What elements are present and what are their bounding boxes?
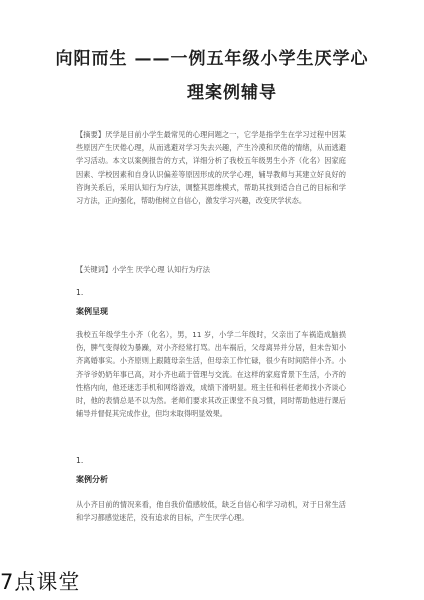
- document-title-line1: 向阳而生 ——一例五年级小学生厌学心: [55, 49, 369, 69]
- footer-caption: 7点课堂: [0, 570, 81, 594]
- section-heading-case-presentation: 案例呈现: [76, 307, 108, 316]
- case-presentation-paragraph: 我校五年级学生小齐（化名），男，11 岁，小学二年级时，父亲出了车祸造成脑损伤，脾气变得较为暴躁，对小齐经常打骂。出车祸后，父母离异并分居，但未告知小齐离婚事实。小齐原则上跟随母亲生活，但母亲工作忙碌，很少有时间陪伴小齐。小齐爷爷奶奶年事已高，对小齐也疏于管理与交流。在这样的家庭背景下生活，小齐的性格内向，他还迷恋手机和网络游戏，成绩下滑明显。班主任和科任老师找小齐谈心时，他的表情总是不以为然。老师们要求其改正课堂不良习惯，同时帮助他进行课后辅导并督促其完成作业，但均未取得明显效果。: [76, 330, 346, 419]
- section-number: 1.: [76, 288, 84, 297]
- abstract-paragraph: 【摘要】厌学是目前小学生最常见的心理问题之一，它学是指学生在学习过程中因某些原因产生厌倦心理，从而逃避对学习失去兴趣，产生冷漠和厌倦的情绪，从而逃避学习活动。本文以案例报告的方式，详细分析了我校五年级男生小齐（化名）因家庭因素、学校因素和自身认识偏差等原因形成的厌学心理，辅导教师与其建立好良好的咨询关系后，采用认知行为疗法，调整其思维模式，帮助其找到适合自己的目标和学习方法，正向强化，帮助他树立自信心，激发学习兴趣，改变厌学状态。: [76, 130, 346, 206]
- keywords-line: 【关键词】小学生 厌学心理 认知行为疗法: [76, 265, 210, 274]
- section-number: 1.: [76, 456, 84, 465]
- case-analysis-paragraph: 从小齐目前的情况来看，他自我价值感较低，缺乏自信心和学习动机，对于日常生活和学习都感觉迷茫，没有追求的目标，产生厌学心理。: [76, 500, 346, 523]
- section-heading-case-analysis: 案例分析: [76, 475, 108, 484]
- document-title-line2: 理案例辅导: [187, 83, 277, 103]
